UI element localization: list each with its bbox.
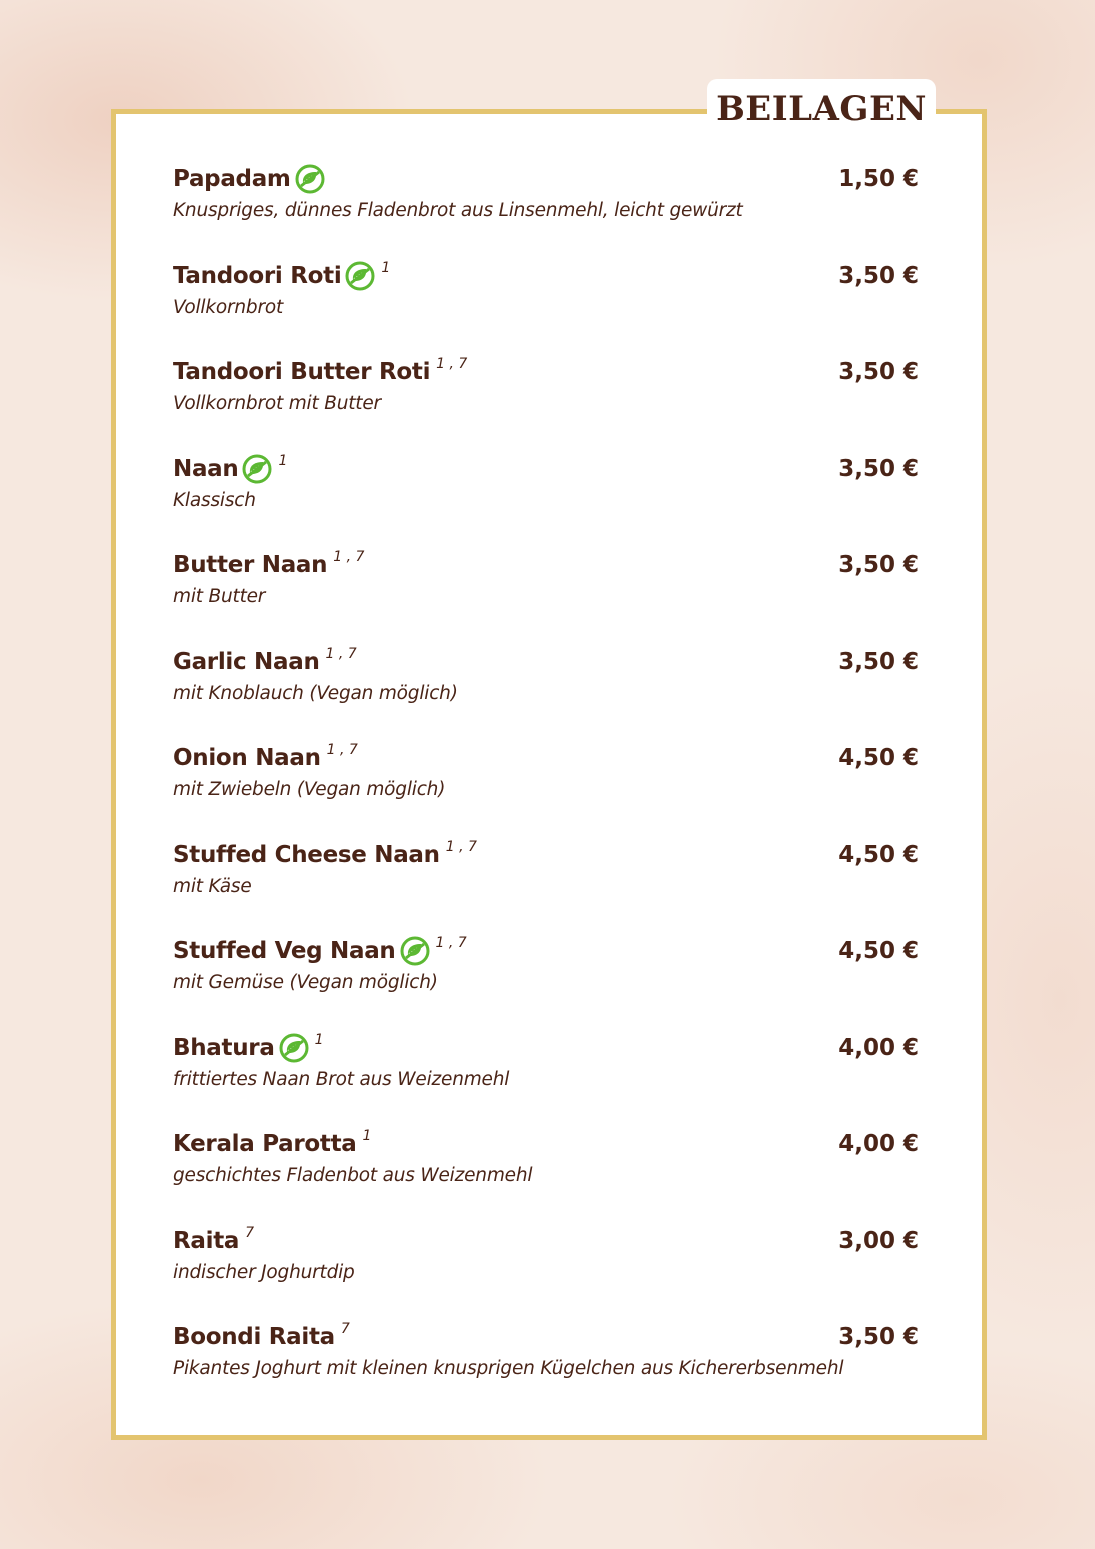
item-price: 3,50 € xyxy=(838,262,919,289)
menu-item xyxy=(173,451,919,548)
item-price: 4,50 € xyxy=(838,745,919,771)
item-allergens: 1 , 7 xyxy=(326,742,358,758)
item-price: 3,50 € xyxy=(838,359,919,385)
item-name: Kerala Parotta xyxy=(173,1131,357,1157)
item-allergens: 7 xyxy=(340,1321,350,1337)
item-price: 4,50 € xyxy=(838,841,919,868)
menu-item xyxy=(173,1030,919,1127)
item-description: indischer Joghurtdip xyxy=(173,1261,355,1283)
menu-item xyxy=(173,1223,919,1320)
item-allergens: 1 xyxy=(314,1031,324,1048)
item-description: frittiertes Naan Brot aus Weizenmehl xyxy=(173,1068,510,1090)
item-allergens: 1 , 7 xyxy=(435,935,467,951)
vegan-icon xyxy=(242,454,272,484)
item-description: Pikantes Joghurt mit kleinen knusprigen Kügelchen aus Kichererbsenmehl xyxy=(173,1358,844,1379)
item-head xyxy=(173,1126,919,1162)
vegan-icon xyxy=(295,164,325,194)
item-price: 4,00 € xyxy=(838,1034,919,1061)
item-price: 3,50 € xyxy=(838,552,919,578)
item-allergens: 1 , 7 xyxy=(445,838,477,855)
item-description: Knuspriges, dünnes Fladenbrot aus Linsenmehl, leicht gewürzt xyxy=(173,200,743,221)
menu-item xyxy=(173,644,919,741)
item-description: mit Knoblauch (Vegan möglich) xyxy=(173,682,458,704)
item-name: Naan xyxy=(173,455,239,482)
item-head xyxy=(173,644,919,680)
item-price: 3,50 € xyxy=(838,648,919,675)
item-allergens: 1 xyxy=(278,452,288,469)
menu-item xyxy=(173,1319,919,1416)
item-head xyxy=(173,1030,919,1066)
menu-item xyxy=(173,837,919,934)
item-allergens: 1 , 7 xyxy=(325,645,357,662)
section-title: BEILAGEN xyxy=(716,89,927,129)
item-allergens: 7 xyxy=(245,1224,255,1241)
menu-item xyxy=(173,933,919,1030)
item-head xyxy=(173,740,919,776)
menu-item xyxy=(173,354,919,451)
item-name: Butter Naan xyxy=(173,552,328,578)
item-description: mit Zwiebeln (Vegan möglich) xyxy=(173,779,446,800)
item-head xyxy=(173,547,919,583)
item-head xyxy=(173,258,919,294)
item-description: Klassisch xyxy=(173,489,256,511)
item-head xyxy=(173,161,919,197)
vegan-icon xyxy=(400,936,430,966)
item-name: Onion Naan xyxy=(173,745,321,771)
item-head xyxy=(173,451,919,487)
item-name: Raita xyxy=(173,1227,240,1254)
item-name: Boondi Raita xyxy=(173,1324,335,1350)
item-price: 3,50 € xyxy=(838,455,919,482)
vegan-icon xyxy=(279,1033,309,1063)
menu-item xyxy=(173,1126,919,1223)
item-description: mit Butter xyxy=(173,586,266,607)
vegan-icon xyxy=(345,261,375,291)
item-price: 3,00 € xyxy=(838,1227,919,1254)
item-price: 1,50 € xyxy=(838,166,919,192)
item-description: geschichtes Fladenbot aus Weizenmehl xyxy=(173,1165,533,1186)
item-head xyxy=(173,837,919,873)
item-name: Papadam xyxy=(173,166,291,192)
item-description: mit Gemüse (Vegan möglich) xyxy=(173,972,438,993)
item-head xyxy=(173,933,919,969)
item-description: mit Käse xyxy=(173,875,252,897)
menu-item xyxy=(173,547,919,644)
item-allergens: 1 , 7 xyxy=(436,356,468,372)
item-name: Bhatura xyxy=(173,1034,275,1061)
item-head xyxy=(173,1319,919,1355)
item-name: Stuffed Veg Naan xyxy=(173,938,396,964)
item-description: Vollkornbrot xyxy=(173,296,284,318)
item-head xyxy=(173,1223,919,1259)
menu-item xyxy=(173,740,919,837)
item-name: Garlic Naan xyxy=(173,648,320,675)
item-head xyxy=(173,354,919,390)
item-price: 4,00 € xyxy=(838,1131,919,1157)
menu-item xyxy=(173,258,919,355)
item-name: Stuffed Cheese Naan xyxy=(173,841,440,868)
menu-list xyxy=(173,161,919,1416)
item-price: 3,50 € xyxy=(838,1324,919,1350)
item-description: Vollkornbrot mit Butter xyxy=(173,393,381,414)
item-allergens: 1 , 7 xyxy=(333,549,365,565)
item-name: Tandoori Butter Roti xyxy=(173,359,431,385)
item-name: Tandoori Roti xyxy=(173,262,342,289)
item-price: 4,50 € xyxy=(838,938,919,964)
item-allergens: 1 xyxy=(362,1128,372,1144)
menu-item xyxy=(173,161,919,258)
item-allergens: 1 xyxy=(381,259,391,276)
